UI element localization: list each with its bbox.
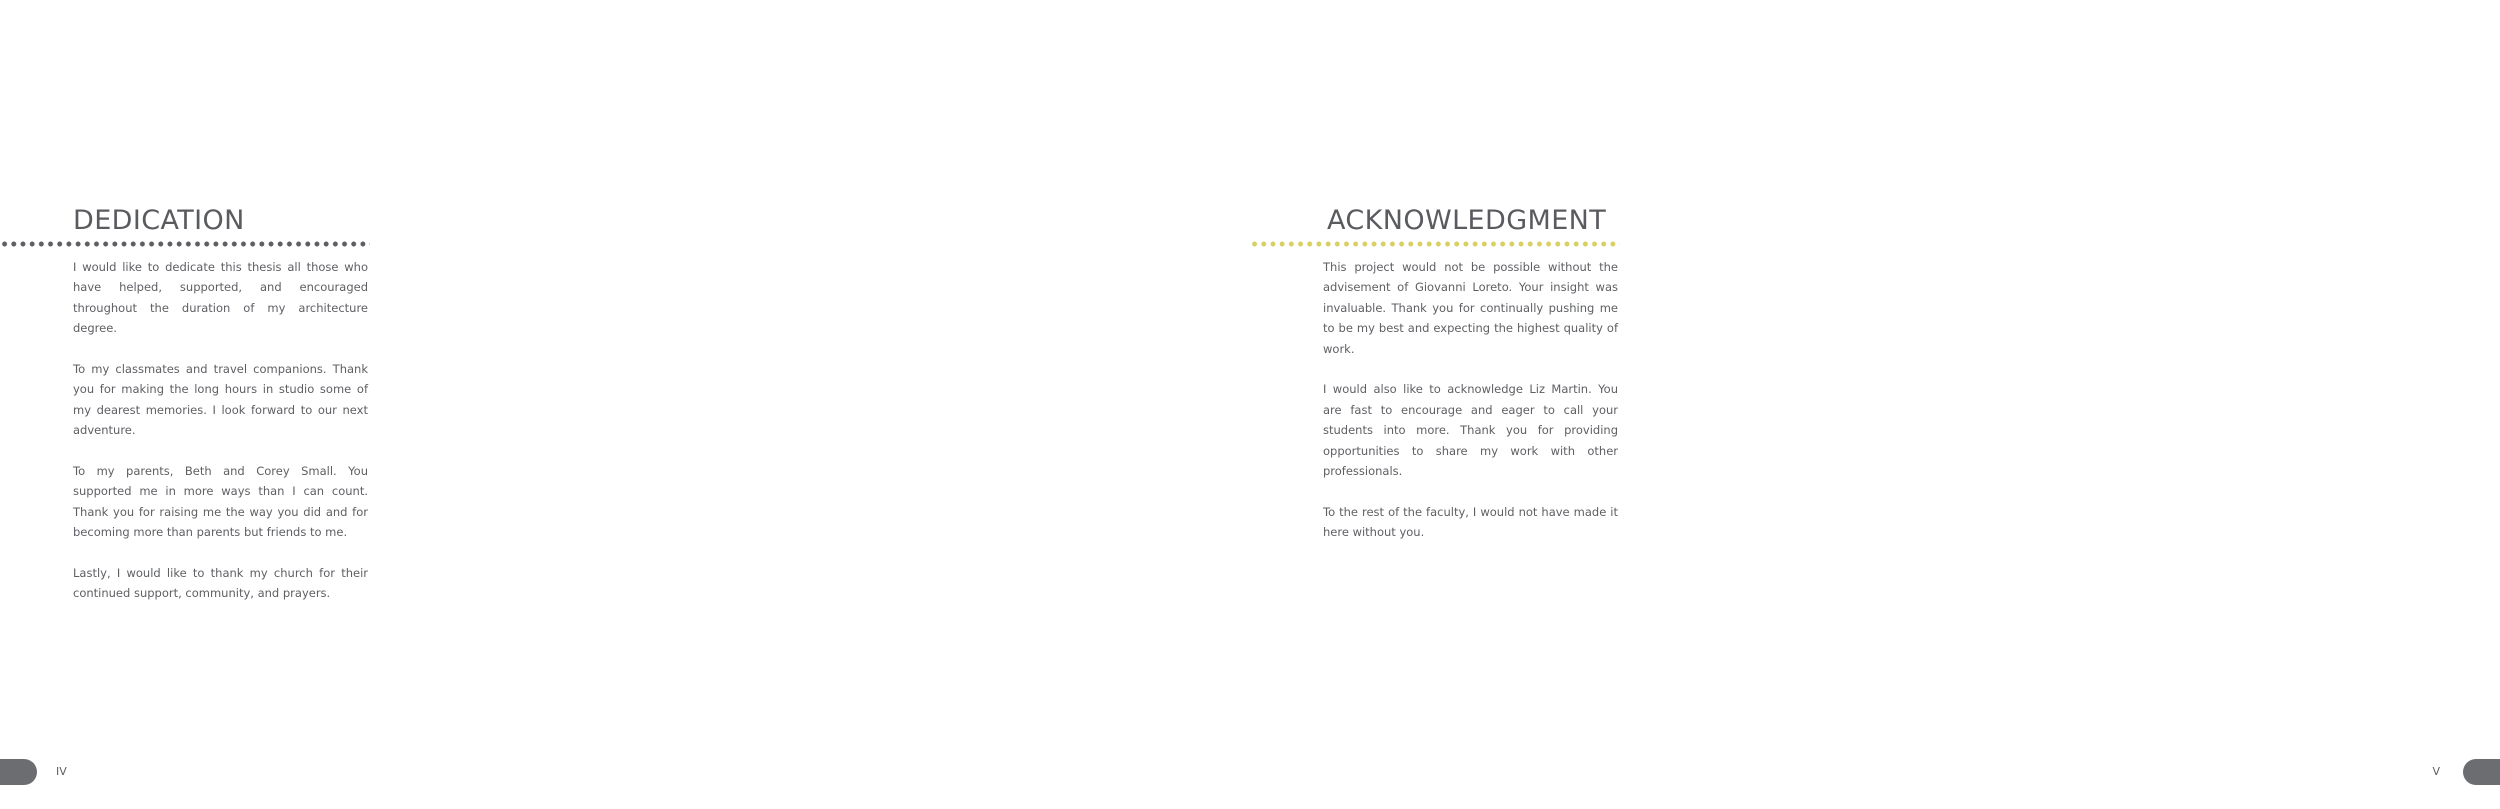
dedication-title: DEDICATION [73,205,245,236]
page-number-left: IV [56,765,67,778]
page-number-right: V [2432,765,2440,778]
acknowledgment-paragraph: To the rest of the faculty, I would not have made it here without you. [1323,504,1618,540]
page-tab-right [2463,759,2500,785]
acknowledgment-body [1323,257,1618,563]
right-page [1250,0,2500,809]
dedication-dotted-rule [0,241,370,247]
page-tab-left [0,759,37,785]
acknowledgment-paragraph: This project would not be possible without the advisement of Giovanni Loreto. Your insight was invaluable. Thank you for continually pushing me to be my best and expecting the highest quality of work. [1323,260,1618,356]
acknowledgment-dotted-rule [1250,241,1620,247]
dedication-paragraph: I would like to dedicate this thesis all those who have helped, supported, and encouraged throughout the duration of my architecture degree. [73,260,368,336]
acknowledgment-title: ACKNOWLEDGMENT [1327,205,1607,236]
dedication-body [73,257,368,624]
dedication-paragraph: Lastly, I would like to thank my church for their continued support, community, and prayers. [73,566,368,601]
dedication-paragraph: To my parents, Beth and Corey Small. You supported me in more ways than I can count. Thank you for raising me the way you did and for becoming more than parents but friends to me. [73,464,368,540]
dedication-paragraph: To my classmates and travel companions. Thank you for making the long hours in studio some of my dearest memories. I look forward to our next adventure. [73,362,368,438]
acknowledgment-paragraph: I would also like to acknowledge Liz Martin. You are fast to encourage and eager to call your students into more. Thank you for providing opportunities to share my work with other professionals. [1323,382,1618,479]
